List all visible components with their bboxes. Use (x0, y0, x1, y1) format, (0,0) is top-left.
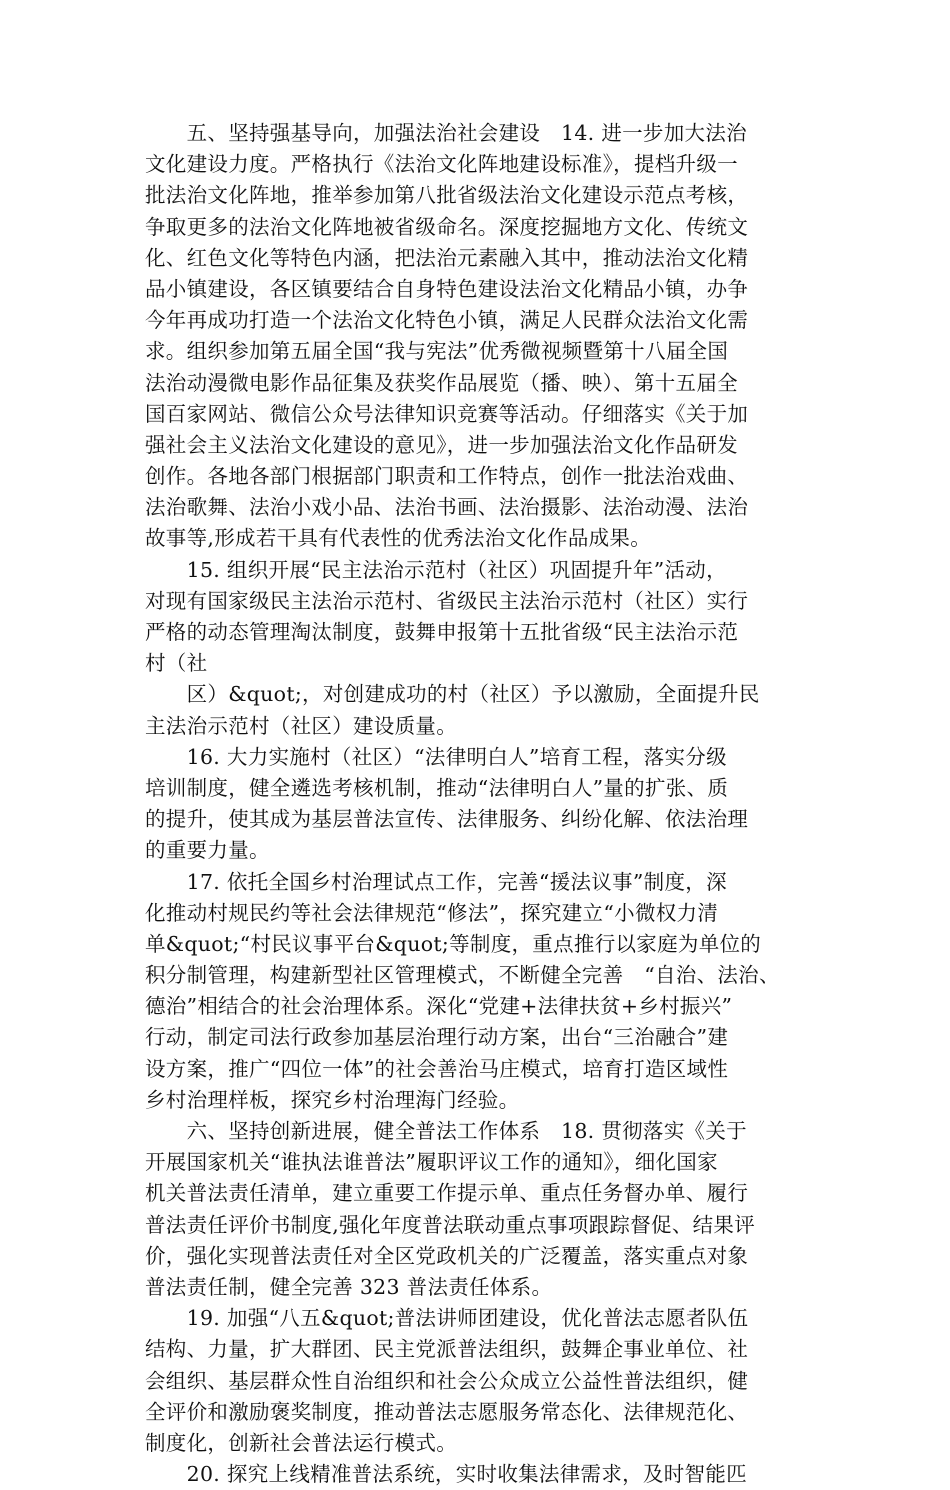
text-line: 机关普法责任清单，建立重要工作提示单、重点任务督办单、履行 (145, 1181, 749, 1206)
text-line: 会组织、基层群众性自治组织和社会公众成立公益性普法组织，健 (145, 1368, 749, 1393)
text-line: 设方案，推广“四位一体”的社会善治马庄模式，培育打造区域性 (145, 1056, 729, 1081)
text-line: 普法责任评价书制度,强化年度普法联动重点事项跟踪督促、结果评 (145, 1212, 756, 1237)
text-line: 乡村治理样板，探究乡村治理海门经验。 (145, 1087, 520, 1112)
text-line: 结构、力量，扩大群团、民主党派普法组织，鼓舞企事业单位、社 (145, 1337, 749, 1362)
text-line: 单&quot;“村民议事平台&quot;等制度，重点推行以家庭为单位的 (145, 931, 762, 956)
text-line: 16. 大力实施村（社区）“法律明白人”培育工程，落实分级 (145, 744, 727, 769)
text-line: 求。组织参加第五届全国“我与宪法”优秀微视频暨第十八届全国 (145, 339, 729, 364)
text-line: 的重要力量。 (145, 838, 270, 863)
text-line: 主法治示范村（社区）建设质量。 (145, 713, 457, 738)
text-line: 的提升，使其成为基层普法宣传、法律服务、纠纷化解、依法治理 (145, 807, 749, 832)
text-line: 价，强化实现普法责任对全区党政机关的广泛覆盖，落实重点对象 (145, 1243, 749, 1268)
text-line: 普法责任制，健全完善 323 普法责任体系。 (145, 1274, 553, 1299)
text-line: 法治歌舞、法治小戏小品、法治书画、法治摄影、法治动漫、法治 (145, 495, 749, 520)
text-line: 积分制管理，构建新型社区管理模式，不断健全完善 “自治、法治、 (145, 963, 780, 988)
text-line: 化、红色文化等特色内涵，把法治元素融入其中，推动法治文化精 (145, 245, 749, 270)
text-line: 村（社 (145, 651, 208, 676)
text-line: 培训制度，健全遴选考核机制，推动“法律明白人”量的扩张、质 (145, 775, 729, 800)
text-line: 全评价和激励褒奖制度，推动普法志愿服务常态化、法律规范化、 (145, 1399, 749, 1424)
text-line: 17. 依托全国乡村治理试点工作，完善“援法议事”制度，深 (145, 869, 727, 894)
text-line: 今年再成功打造一个法治文化特色小镇，满足人民群众法治文化需 (145, 308, 749, 333)
text-line: 品小镇建设，各区镇要结合自身特色建设法治文化精品小镇，办争 (145, 276, 749, 301)
text-line: 20. 探究上线精准普法系统，实时收集法律需求，及时智能匹 (145, 1462, 747, 1487)
text-line: 19. 加强“八五&quot;普法讲师团建设，优化普法志愿者队伍 (145, 1306, 749, 1331)
text-line: 严格的动态管理淘汰制度，鼓舞申报第十五批省级“民主法治示范 (145, 620, 739, 644)
text-line: 制度化，创新社会普法运行模式。 (145, 1430, 457, 1455)
text-line: 行动，制定司法行政参加基层治理行动方案，出台“三治融合”建 (145, 1025, 729, 1050)
text-line: 区）&quot;，对创建成功的村（社区）予以激励，全面提升民 (145, 682, 760, 707)
text-line: 15. 组织开展“民主法治示范村（社区）巩固提升年”活动， (145, 557, 727, 582)
document-body (145, 118, 810, 1490)
text-line: 法治动漫微电影作品征集及获奖作品展览（播、映）、第十五届全 (145, 370, 738, 395)
text-line: 对现有国家级民主法治示范村、省级民主法治示范村（社区）实行 (145, 588, 749, 613)
text-line: 创作。各地各部门根据部门职责和工作特点，创作一批法治戏曲、 (145, 464, 749, 489)
text-line: 化推动村规民约等社会法律规范“修法”，探究建立“小微权力清 (145, 900, 719, 925)
text-line: 六、坚持创新进展，健全普法工作体系 18. 贯彻落实《关于 (145, 1119, 747, 1143)
text-line: 文化建设力度。严格执行《法治文化阵地建设标准》，提档升级一 (145, 152, 738, 177)
text-line: 开展国家机关“谁执法谁普法”履职评议工作的通知》，细化国家 (145, 1150, 718, 1175)
text-line: 国百家网站、微信公众号法律知识竞赛等活动。仔细落实《关于加 (145, 401, 749, 426)
text-line: 故事等,形成若干具有代表性的优秀法治文化作品成果。 (145, 526, 652, 551)
text-line: 强社会主义法治文化建设的意见》，进一步加强法治文化作品研发 (145, 432, 738, 457)
text-line: 五、坚持强基导向，加强法治社会建设 14. 进一步加大法治 (145, 121, 747, 145)
text-line: 批法治文化阵地，推举参加第八批省级法治文化建设示范点考核， (145, 183, 749, 208)
text-line: 争取更多的法治文化阵地被省级命名。深度挖掘地方文化、传统文 (145, 214, 749, 239)
text-line: 德治”相结合的社会治理体系。深化“党建+法律扶贫+乡村振兴” (145, 994, 733, 1019)
